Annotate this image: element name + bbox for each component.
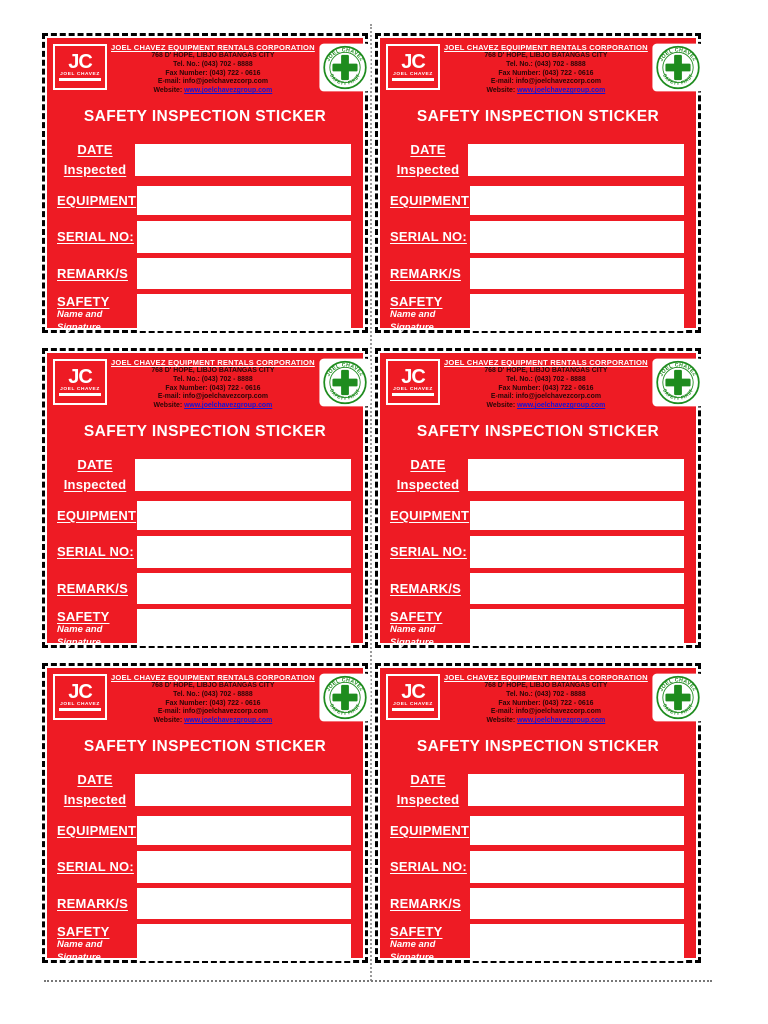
serial-no-box bbox=[137, 851, 351, 883]
badge-top-text: JOEL CHAVEZ bbox=[325, 47, 365, 63]
company-email: E-mail: info@joelchavezcorp.com bbox=[157, 708, 268, 716]
company-name: JOEL CHAVEZ EQUIPMENT RENTALS CORPORATION bbox=[444, 43, 648, 52]
field-row-safety bbox=[388, 609, 688, 649]
sticker-body bbox=[47, 38, 365, 333]
company-email: E-mail: info@joelchavezcorp.com bbox=[490, 708, 601, 716]
jc-company-logo bbox=[53, 44, 107, 90]
company-name: JOEL CHAVEZ EQUIPMENT RENTALS CORPORATION bbox=[111, 358, 315, 367]
jc-logo-caption: JOEL CHAVEZ bbox=[60, 702, 100, 707]
safety-first-badge-logo bbox=[319, 673, 371, 722]
remarks-label: REMARK/S bbox=[390, 580, 461, 596]
equipment-box bbox=[470, 186, 684, 215]
field-row-date bbox=[388, 455, 688, 495]
sticker-body bbox=[380, 353, 698, 648]
website-label: Website: bbox=[486, 716, 516, 724]
company-telephone: Tel. No.: (043) 702 - 8888 bbox=[506, 376, 586, 384]
website-link[interactable]: www.joelchavezgroup.com bbox=[184, 716, 273, 724]
badge-bottom-text: SAFETY FIRST bbox=[660, 388, 695, 402]
remarks-label: REMARK/S bbox=[57, 265, 128, 281]
sticker-grid bbox=[42, 33, 701, 963]
company-email: E-mail: info@joelchavezcorp.com bbox=[157, 393, 268, 401]
date-inspected-label: DATE Inspected bbox=[63, 772, 127, 808]
equipment-box bbox=[470, 816, 684, 845]
equipment-box bbox=[137, 186, 351, 215]
company-info-block bbox=[440, 42, 652, 96]
field-row-serial bbox=[55, 221, 355, 253]
jc-monogram: JC bbox=[68, 51, 92, 73]
field-row-date bbox=[55, 455, 355, 495]
remarks-box bbox=[470, 258, 684, 289]
field-row-remarks bbox=[55, 258, 355, 289]
jc-monogram: JC bbox=[401, 366, 425, 388]
website-link[interactable]: www.joelchavezgroup.com bbox=[517, 716, 606, 724]
website-label: Website: bbox=[486, 86, 516, 94]
sticker-fields bbox=[386, 140, 690, 334]
sticker-title: SAFETY INSPECTION STICKER bbox=[416, 108, 660, 125]
date-inspected-label: DATE Inspected bbox=[396, 772, 460, 808]
field-row-serial bbox=[388, 536, 688, 568]
green-cross-icon bbox=[665, 694, 690, 702]
company-fax: Fax Number: (043) 722 - 0616 bbox=[498, 699, 594, 707]
field-row-serial bbox=[55, 536, 355, 568]
safety-signature-label: SAFETY Name and Signature bbox=[57, 294, 110, 333]
safety-first-badge-logo bbox=[319, 358, 371, 407]
sticker-fields bbox=[53, 770, 357, 964]
safety-inspection-sticker bbox=[42, 33, 368, 333]
jc-company-logo bbox=[386, 359, 440, 405]
remarks-box bbox=[137, 258, 351, 289]
equipment-label: EQUIPMENT bbox=[57, 192, 137, 208]
safety-signature-box bbox=[470, 924, 684, 961]
field-row-safety bbox=[55, 609, 355, 649]
green-cross-icon bbox=[665, 64, 690, 72]
safety-signature-box bbox=[470, 609, 684, 646]
date-inspected-box bbox=[135, 459, 351, 491]
field-row-safety bbox=[55, 924, 355, 964]
website-link[interactable]: www.joelchavezgroup.com bbox=[184, 86, 273, 94]
date-inspected-box bbox=[135, 774, 351, 806]
badge-bottom-text: SAFETY FIRST bbox=[660, 73, 695, 87]
badge-top-text: JOEL CHAVEZ bbox=[658, 362, 698, 378]
serial-no-label: SERIAL NO: bbox=[390, 859, 467, 875]
safety-signature-label: SAFETY Name and Signature bbox=[57, 924, 110, 963]
serial-no-label: SERIAL NO: bbox=[57, 859, 134, 875]
company-address: 768 D' HOPE, LIBJO BATANGAS CITY bbox=[484, 52, 608, 60]
serial-no-box bbox=[137, 221, 351, 253]
website-label: Website: bbox=[153, 401, 183, 409]
jc-monogram: JC bbox=[68, 681, 92, 703]
badge-bottom-text: SAFETY FIRST bbox=[660, 703, 695, 717]
sticker-title: SAFETY INSPECTION STICKER bbox=[83, 738, 327, 755]
jc-company-logo bbox=[386, 674, 440, 720]
field-row-date bbox=[388, 140, 688, 180]
green-cross-icon bbox=[332, 694, 357, 702]
field-row-equipment bbox=[388, 186, 688, 215]
company-fax: Fax Number: (043) 722 - 0616 bbox=[498, 384, 594, 392]
equipment-label: EQUIPMENT bbox=[390, 822, 470, 838]
jc-monogram: JC bbox=[401, 51, 425, 73]
jc-logo-caption: JOEL CHAVEZ bbox=[60, 72, 100, 77]
sticker-fields bbox=[386, 455, 690, 649]
equipment-box bbox=[470, 501, 684, 530]
serial-no-box bbox=[137, 536, 351, 568]
equipment-label: EQUIPMENT bbox=[57, 507, 137, 523]
website-link[interactable]: www.joelchavezgroup.com bbox=[184, 401, 273, 409]
company-fax: Fax Number: (043) 722 - 0616 bbox=[498, 69, 594, 77]
company-fax: Fax Number: (043) 722 - 0616 bbox=[165, 69, 261, 77]
field-row-date bbox=[388, 770, 688, 810]
sticker-fields bbox=[53, 455, 357, 649]
company-fax: Fax Number: (043) 722 - 0616 bbox=[165, 384, 261, 392]
jc-logo-caption: JOEL CHAVEZ bbox=[393, 387, 433, 392]
company-telephone: Tel. No.: (043) 702 - 8888 bbox=[173, 691, 253, 699]
equipment-label: EQUIPMENT bbox=[57, 822, 137, 838]
sticker-title: SAFETY INSPECTION STICKER bbox=[83, 108, 327, 125]
company-address: 768 D' HOPE, LIBJO BATANGAS CITY bbox=[151, 367, 275, 375]
field-row-remarks bbox=[55, 888, 355, 919]
date-inspected-box bbox=[468, 144, 684, 176]
badge-bottom-text: SAFETY FIRST bbox=[327, 73, 362, 87]
safety-signature-label: SAFETY Name and Signature bbox=[390, 609, 443, 648]
serial-no-label: SERIAL NO: bbox=[390, 544, 467, 560]
remarks-label: REMARK/S bbox=[390, 895, 461, 911]
remarks-label: REMARK/S bbox=[57, 580, 128, 596]
field-row-equipment bbox=[55, 186, 355, 215]
company-website-line bbox=[111, 402, 315, 411]
company-info-block bbox=[440, 672, 652, 726]
jc-monogram: JC bbox=[401, 681, 425, 703]
jc-company-logo bbox=[53, 359, 107, 405]
sticker-body bbox=[47, 353, 365, 648]
date-inspected-box bbox=[468, 459, 684, 491]
safety-first-badge-logo bbox=[652, 673, 704, 722]
badge-top-text: JOEL CHAVEZ bbox=[658, 47, 698, 63]
field-row-serial bbox=[55, 851, 355, 883]
safety-signature-label: SAFETY Name and Signature bbox=[390, 294, 443, 333]
date-inspected-label: DATE Inspected bbox=[63, 457, 127, 493]
date-inspected-box bbox=[468, 774, 684, 806]
safety-signature-box bbox=[137, 924, 351, 961]
jc-logo-caption: JOEL CHAVEZ bbox=[393, 702, 433, 707]
company-name: JOEL CHAVEZ EQUIPMENT RENTALS CORPORATION bbox=[444, 673, 648, 682]
date-inspected-label: DATE Inspected bbox=[396, 457, 460, 493]
website-label: Website: bbox=[486, 401, 516, 409]
jc-logo-caption: JOEL CHAVEZ bbox=[393, 72, 433, 77]
sticker-header bbox=[386, 357, 698, 413]
field-row-equipment bbox=[388, 816, 688, 845]
company-info-block bbox=[107, 42, 319, 96]
sticker-header bbox=[53, 672, 365, 728]
sticker-header bbox=[53, 42, 365, 98]
safety-inspection-sticker bbox=[42, 348, 368, 648]
safety-signature-box bbox=[470, 294, 684, 331]
badge-bottom-text: SAFETY FIRST bbox=[327, 703, 362, 717]
safety-signature-label: SAFETY Name and Signature bbox=[57, 609, 110, 648]
website-label: Website: bbox=[153, 716, 183, 724]
jc-logo-fineprint bbox=[59, 393, 101, 396]
jc-company-logo bbox=[386, 44, 440, 90]
jc-logo-fineprint bbox=[59, 708, 101, 711]
green-cross-icon bbox=[332, 64, 357, 72]
company-telephone: Tel. No.: (043) 702 - 8888 bbox=[506, 61, 586, 69]
field-row-remarks bbox=[55, 573, 355, 604]
jc-logo-fineprint bbox=[392, 708, 434, 711]
remarks-box bbox=[470, 573, 684, 604]
safety-inspection-sticker bbox=[42, 663, 368, 963]
badge-top-text: JOEL CHAVEZ bbox=[658, 677, 698, 693]
sticker-title: SAFETY INSPECTION STICKER bbox=[83, 423, 327, 440]
safety-first-badge-logo bbox=[652, 43, 704, 92]
green-cross-icon bbox=[332, 379, 357, 387]
field-row-remarks bbox=[388, 258, 688, 289]
remarks-label: REMARK/S bbox=[57, 895, 128, 911]
field-row-date bbox=[55, 770, 355, 810]
company-telephone: Tel. No.: (043) 702 - 8888 bbox=[506, 691, 586, 699]
company-address: 768 D' HOPE, LIBJO BATANGAS CITY bbox=[484, 367, 608, 375]
equipment-box bbox=[137, 816, 351, 845]
company-website-line bbox=[444, 402, 648, 411]
safety-first-badge-logo bbox=[319, 43, 371, 92]
website-link[interactable]: www.joelchavezgroup.com bbox=[517, 86, 606, 94]
company-website-line bbox=[111, 87, 315, 96]
green-cross-icon bbox=[665, 379, 690, 387]
website-label: Website: bbox=[153, 86, 183, 94]
remarks-box bbox=[470, 888, 684, 919]
company-info-block bbox=[107, 357, 319, 411]
sticker-body bbox=[380, 668, 698, 963]
serial-no-label: SERIAL NO: bbox=[390, 229, 467, 245]
jc-logo-caption: JOEL CHAVEZ bbox=[60, 387, 100, 392]
field-row-equipment bbox=[55, 501, 355, 530]
company-info-block bbox=[440, 357, 652, 411]
company-telephone: Tel. No.: (043) 702 - 8888 bbox=[173, 376, 253, 384]
field-row-serial bbox=[388, 221, 688, 253]
sticker-header bbox=[53, 357, 365, 413]
company-address: 768 D' HOPE, LIBJO BATANGAS CITY bbox=[151, 682, 275, 690]
company-website-line bbox=[444, 717, 648, 726]
equipment-label: EQUIPMENT bbox=[390, 192, 470, 208]
equipment-label: EQUIPMENT bbox=[390, 507, 470, 523]
company-email: E-mail: info@joelchavezcorp.com bbox=[490, 78, 601, 86]
company-name: JOEL CHAVEZ EQUIPMENT RENTALS CORPORATION bbox=[444, 358, 648, 367]
company-fax: Fax Number: (043) 722 - 0616 bbox=[165, 699, 261, 707]
remarks-label: REMARK/S bbox=[390, 265, 461, 281]
date-inspected-label: DATE Inspected bbox=[396, 142, 460, 178]
sticker-fields bbox=[53, 140, 357, 334]
field-row-remarks bbox=[388, 888, 688, 919]
field-row-safety bbox=[388, 924, 688, 964]
company-website-line bbox=[111, 717, 315, 726]
badge-top-text: JOEL CHAVEZ bbox=[325, 362, 365, 378]
field-row-safety bbox=[388, 294, 688, 334]
jc-logo-fineprint bbox=[392, 78, 434, 81]
serial-no-box bbox=[470, 851, 684, 883]
jc-company-logo bbox=[53, 674, 107, 720]
badge-bottom-text: SAFETY FIRST bbox=[327, 388, 362, 402]
safety-signature-box bbox=[137, 294, 351, 331]
badge-top-text: JOEL CHAVEZ bbox=[325, 677, 365, 693]
field-row-safety bbox=[55, 294, 355, 334]
field-row-remarks bbox=[388, 573, 688, 604]
field-row-equipment bbox=[55, 816, 355, 845]
safety-first-badge-logo bbox=[652, 358, 704, 407]
date-inspected-box bbox=[135, 144, 351, 176]
serial-no-box bbox=[470, 536, 684, 568]
company-website-line bbox=[444, 87, 648, 96]
serial-no-label: SERIAL NO: bbox=[57, 229, 134, 245]
remarks-box bbox=[137, 573, 351, 604]
serial-no-box bbox=[470, 221, 684, 253]
jc-logo-fineprint bbox=[59, 78, 101, 81]
company-telephone: Tel. No.: (043) 702 - 8888 bbox=[173, 61, 253, 69]
field-row-equipment bbox=[388, 501, 688, 530]
sticker-body bbox=[380, 38, 698, 333]
remarks-box bbox=[137, 888, 351, 919]
safety-signature-box bbox=[137, 609, 351, 646]
company-info-block bbox=[107, 672, 319, 726]
serial-no-label: SERIAL NO: bbox=[57, 544, 134, 560]
safety-signature-label: SAFETY Name and Signature bbox=[390, 924, 443, 963]
sticker-header bbox=[386, 42, 698, 98]
jc-logo-fineprint bbox=[392, 393, 434, 396]
company-address: 768 D' HOPE, LIBJO BATANGAS CITY bbox=[151, 52, 275, 60]
jc-monogram: JC bbox=[68, 366, 92, 388]
safety-inspection-sticker bbox=[375, 33, 701, 333]
company-address: 768 D' HOPE, LIBJO BATANGAS CITY bbox=[484, 682, 608, 690]
company-email: E-mail: info@joelchavezcorp.com bbox=[157, 78, 268, 86]
safety-inspection-sticker bbox=[375, 348, 701, 648]
field-row-date bbox=[55, 140, 355, 180]
horizontal-cut-guide-line bbox=[44, 980, 712, 982]
safety-inspection-sticker bbox=[375, 663, 701, 963]
company-name: JOEL CHAVEZ EQUIPMENT RENTALS CORPORATION bbox=[111, 673, 315, 682]
sticker-title: SAFETY INSPECTION STICKER bbox=[416, 423, 660, 440]
company-name: JOEL CHAVEZ EQUIPMENT RENTALS CORPORATION bbox=[111, 43, 315, 52]
sticker-body bbox=[47, 668, 365, 963]
sticker-header bbox=[386, 672, 698, 728]
equipment-box bbox=[137, 501, 351, 530]
sticker-fields bbox=[386, 770, 690, 964]
date-inspected-label: DATE Inspected bbox=[63, 142, 127, 178]
sticker-title: SAFETY INSPECTION STICKER bbox=[416, 738, 660, 755]
website-link[interactable]: www.joelchavezgroup.com bbox=[517, 401, 606, 409]
company-email: E-mail: info@joelchavezcorp.com bbox=[490, 393, 601, 401]
field-row-serial bbox=[388, 851, 688, 883]
